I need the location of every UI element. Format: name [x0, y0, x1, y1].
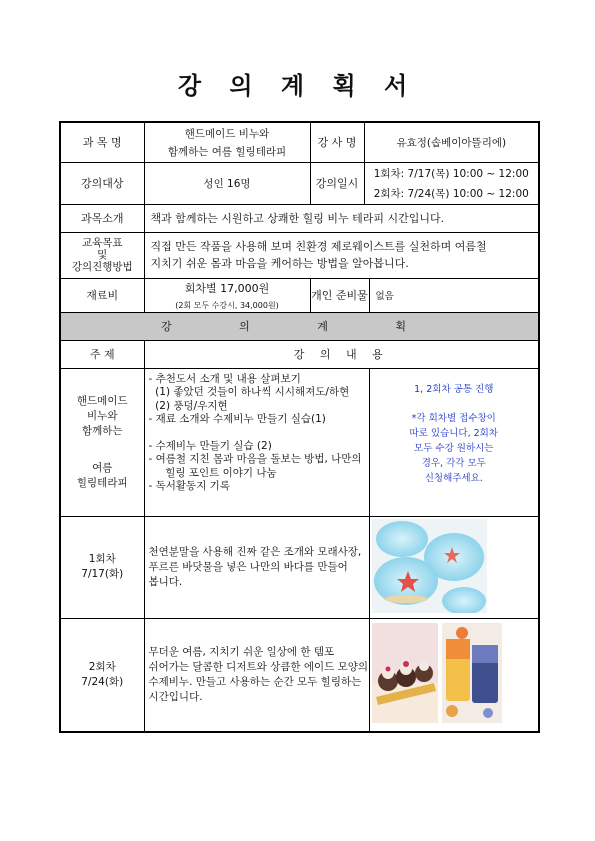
note-line3: 따로 있습니다, 2회차	[409, 427, 499, 439]
overview-item-4	[149, 427, 369, 440]
note-line6: 신청해주세요.	[424, 472, 483, 484]
overview-item-3: - 재료 소개와 수제비누 만들기 실습(1)	[148, 413, 326, 425]
overview-item-0: - 추천도서 소개 및 내용 살펴보기	[148, 372, 301, 385]
theme-line4: 여름	[92, 461, 113, 474]
session2-cell	[60, 618, 144, 732]
date-line1: 1회차: 7/17(목) 10:00 ~ 12:00	[373, 167, 529, 180]
content-label: 강 의 내 용	[144, 340, 539, 368]
overview-item-2: (2) 풍덩/우지현	[148, 399, 228, 412]
session2-line-3: 시간입니다.	[148, 690, 203, 703]
overview-item-5: - 수제비누 만들기 실습 (2)	[148, 439, 272, 452]
overview-list	[149, 373, 369, 494]
note-cell	[369, 368, 539, 516]
session2-line2: 7/24(화)	[81, 675, 124, 688]
material-value-main: 회차별 17,000원	[184, 281, 270, 295]
session2-line1: 2회차	[88, 660, 116, 673]
instructor-label: 강 사 명	[310, 122, 364, 162]
theme-cell	[60, 368, 144, 516]
session1-line-2: 봅니다.	[148, 575, 183, 588]
target-label: 강의대상	[60, 162, 144, 204]
intro-label: 과목소개	[60, 204, 144, 232]
session2-line-2: 수제비누. 만들고 사용하는 순간 모두 힐링하는	[148, 675, 362, 688]
session2-photo-cell	[369, 618, 539, 732]
date-line2: 2회차: 7/24(목) 10:00 ~ 12:00	[373, 187, 529, 200]
note-line5: 경우, 각각 모두	[421, 457, 486, 469]
overview-cell	[144, 368, 369, 516]
date-value	[364, 162, 539, 204]
topic-label: 주 제	[60, 340, 144, 368]
plan-section-header: 강 의 계 획	[60, 312, 539, 340]
ocean-soap-photo-icon	[372, 519, 537, 616]
prep-label: 개인 준비물	[310, 278, 369, 312]
material-note: (2회 모두 수강시, 34,000원)	[175, 300, 279, 310]
session1-line2: 7/17(화)	[81, 568, 124, 580]
note-line1: 1, 2회차 공통 진행	[414, 383, 494, 395]
theme-line1: 핸드메이드	[76, 394, 128, 407]
course-value	[144, 122, 310, 162]
session1-photo-cell	[369, 516, 539, 618]
session2-text	[144, 618, 369, 732]
goal-value-line2: 지치기 쉬운 몸과 마음을 케어하는 방법을 알아봅니다.	[150, 257, 409, 270]
session1-lines	[149, 545, 369, 590]
overview-item-6: - 여름철 지친 몸과 마음을 돌보는 방법, 나만의	[148, 453, 362, 465]
date-label: 강의일시	[310, 162, 364, 204]
goal-label-line1: 교육목표	[81, 237, 123, 249]
session2-line-0: 무더운 여름, 지치기 쉬운 일상에 한 템포	[148, 645, 335, 658]
session1-text	[144, 516, 369, 618]
session1-line1: 1회차	[88, 553, 116, 565]
session2-line-1: 쉬어가는 달콤한 디저트와 상큼한 에이드 모양의	[148, 660, 369, 673]
ade-soap-photo-icon	[442, 623, 502, 726]
material-value	[144, 278, 310, 312]
session2-lines	[149, 645, 369, 705]
course-value-line2: 함께하는 여름 힐링테라피	[167, 145, 287, 158]
theme-line2: 비누와	[87, 409, 118, 422]
course-label: 과 목 명	[60, 122, 144, 162]
course-value-line1: 핸드메이드 비누와	[184, 127, 270, 140]
theme-line5: 힐링테라피	[76, 476, 128, 489]
document-title: 강 의 계 획 서	[177, 72, 418, 100]
dessert-soap-photo-icon	[372, 623, 438, 726]
overview-item-1: (1) 좋았던 것들이 하나씩 시시해져도/하현	[148, 386, 350, 398]
goal-value-line1: 직접 만든 작품을 사용해 보며 친환경 제로웨이스트를 실천하며 여름철	[150, 240, 487, 253]
overview-item-8: - 독서활동지 기록	[148, 480, 230, 492]
goal-label	[60, 232, 144, 278]
instructor-value: 유효정(솝베이아뜰리에)	[364, 122, 539, 162]
session1-line-1: 푸르른 바닷물을 넣은 나만의 바다를 만들어	[148, 560, 348, 573]
session1-cell	[60, 516, 144, 618]
intro-value: 책과 함께하는 시원하고 상쾌한 힐링 비누 테라피 시간입니다.	[144, 204, 539, 232]
target-value: 성인 16명	[144, 162, 310, 204]
note-line4: 모두 수강 원하시는	[414, 442, 494, 454]
goal-label-line2: 및	[97, 249, 108, 261]
overview-item-7: 힐링 포인트 이야기 나눔	[148, 466, 277, 479]
session1-line-0: 천연분말을 사용해 진짜 같은 조개와 모래사장,	[148, 545, 362, 558]
lecture-plan-table	[59, 121, 540, 733]
prep-value: 없음	[369, 278, 539, 312]
material-label: 재료비	[60, 278, 144, 312]
theme-line3: 함께하는	[81, 424, 123, 437]
goal-label-line3: 강의진행방법	[71, 261, 133, 273]
goal-value	[144, 232, 539, 278]
note-line2: *각 회차별 접수창이	[411, 412, 496, 424]
